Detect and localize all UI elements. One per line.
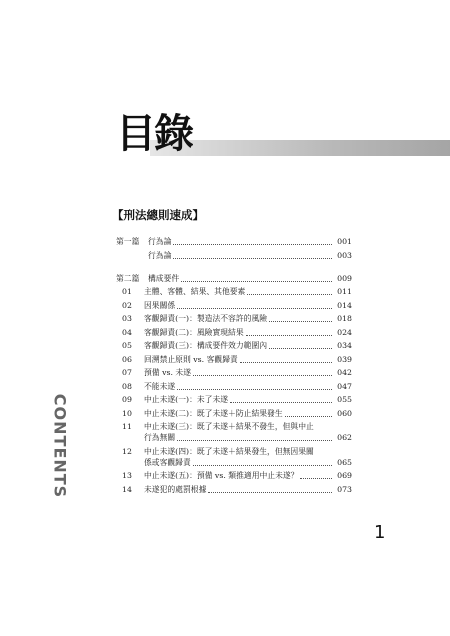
leader-dots xyxy=(193,374,332,376)
toc-title: 客觀歸責(二)：風險實現結果 xyxy=(144,327,244,337)
toc-page: 018 xyxy=(337,314,352,323)
toc-page: 065 xyxy=(337,457,352,467)
toc-number: 09 xyxy=(122,395,132,404)
toc-number: 10 xyxy=(122,408,132,418)
toc-page: 069 xyxy=(337,471,352,480)
toc-entry[interactable] xyxy=(116,236,352,247)
toc-entry[interactable] xyxy=(116,484,352,495)
leader-dots xyxy=(240,361,332,363)
toc-part: 第一篇 xyxy=(116,237,140,246)
leader-dots xyxy=(208,491,332,493)
leader-dots xyxy=(300,477,332,479)
leader-dots xyxy=(247,293,332,295)
toc-number: 04 xyxy=(122,327,132,337)
toc-page: 042 xyxy=(337,368,352,377)
leader-dots xyxy=(193,464,332,466)
toc-number: 07 xyxy=(122,368,132,377)
toc-entry[interactable] xyxy=(116,408,352,419)
toc-title: 不能未遂 xyxy=(144,381,176,391)
leader-dots xyxy=(285,415,332,417)
toc-title: 客觀歸責(三)：構成要件效力範圍內 xyxy=(144,341,268,350)
toc-page: 014 xyxy=(337,300,352,310)
toc-entry[interactable] xyxy=(116,446,352,468)
toc-title: 未遂犯的處罰根據 xyxy=(144,484,207,494)
toc-title: 行為論 xyxy=(148,237,172,246)
toc-number: 11 xyxy=(122,422,132,431)
toc-entry[interactable] xyxy=(116,340,352,351)
toc-page: 001 xyxy=(337,237,352,246)
leader-dots xyxy=(173,243,332,245)
toc-entry[interactable] xyxy=(116,286,352,297)
toc-title: 構成要件 xyxy=(148,273,180,283)
toc-title: 中止未遂(二)：既了未遂＋防止結果發生 xyxy=(144,408,283,418)
toc-page: 034 xyxy=(337,341,352,350)
toc-entry[interactable] xyxy=(116,313,352,324)
toc-number: 14 xyxy=(122,484,132,494)
toc-title: 中止未遂(一)：未了未遂 xyxy=(144,395,229,404)
toc-title: 回溯禁止原則 vs. 客觀歸責 xyxy=(144,354,238,364)
toc-page: 024 xyxy=(337,327,352,337)
toc-number: 05 xyxy=(122,341,132,350)
toc-title: 中止未遂(三)：既了未遂＋結果不發生，但與中止 xyxy=(144,422,314,431)
page-number: 1 xyxy=(374,522,386,543)
toc-title: 主體、客體、結果、其他要素 xyxy=(144,287,246,296)
toc-title: 因果關係 xyxy=(144,300,176,310)
toc-entry[interactable] xyxy=(116,394,352,405)
leader-dots xyxy=(246,334,332,336)
toc-title: 客觀歸責(一)：製造法不容許的風險 xyxy=(144,314,268,323)
leader-dots xyxy=(177,388,332,390)
toc-entry[interactable] xyxy=(116,421,352,443)
toc-entry[interactable] xyxy=(116,354,352,365)
toc-entry[interactable] xyxy=(116,300,352,311)
leader-dots xyxy=(269,347,332,349)
toc-number: 13 xyxy=(122,471,132,480)
toc-part: 第二篇 xyxy=(116,273,140,283)
toc-page: 039 xyxy=(337,354,352,364)
toc-page: 011 xyxy=(337,287,352,296)
toc-number: 12 xyxy=(122,446,132,456)
toc-number: 03 xyxy=(122,314,132,323)
leader-dots xyxy=(173,257,332,259)
toc-page: 073 xyxy=(337,484,352,494)
toc-title-continued: 行為無關 xyxy=(144,433,176,442)
leader-dots xyxy=(181,280,332,282)
toc-entry[interactable] xyxy=(116,250,352,261)
toc-number: 02 xyxy=(122,300,132,310)
toc-number: 01 xyxy=(122,287,132,296)
contents-side-label: CONTENTS xyxy=(50,393,70,499)
toc-number: 08 xyxy=(122,381,132,391)
toc-page: 047 xyxy=(337,381,352,391)
leader-dots xyxy=(177,307,332,309)
table-of-contents xyxy=(116,236,352,497)
toc-page: 009 xyxy=(337,273,352,283)
title-decoration-band xyxy=(150,140,450,156)
toc-entry[interactable] xyxy=(116,273,352,284)
toc-entry[interactable] xyxy=(116,381,352,392)
toc-number: 06 xyxy=(122,354,132,364)
leader-dots xyxy=(177,439,332,441)
toc-title: 中止未遂(五)：預備 vs. 類推適用中止未遂？ xyxy=(144,471,299,480)
toc-page: 055 xyxy=(337,395,352,404)
toc-page: 062 xyxy=(337,433,352,442)
toc-page: 003 xyxy=(337,250,352,260)
leader-dots xyxy=(230,401,332,403)
toc-entry[interactable] xyxy=(116,327,352,338)
toc-entry[interactable] xyxy=(116,470,352,481)
page-title: 目錄 xyxy=(116,111,192,157)
toc-entry[interactable] xyxy=(116,367,352,378)
toc-title: 中止未遂(四)：既了未遂＋結果發生，但無因果關 xyxy=(144,446,314,456)
toc-title: 預備 vs. 未遂 xyxy=(144,368,192,377)
leader-dots xyxy=(269,320,332,322)
toc-title: 行為論 xyxy=(148,250,172,260)
toc-page: 060 xyxy=(337,408,352,418)
toc-title-continued: 係或客觀歸責 xyxy=(144,457,191,467)
book-subtitle: 【刑法總則速成】 xyxy=(112,208,204,222)
